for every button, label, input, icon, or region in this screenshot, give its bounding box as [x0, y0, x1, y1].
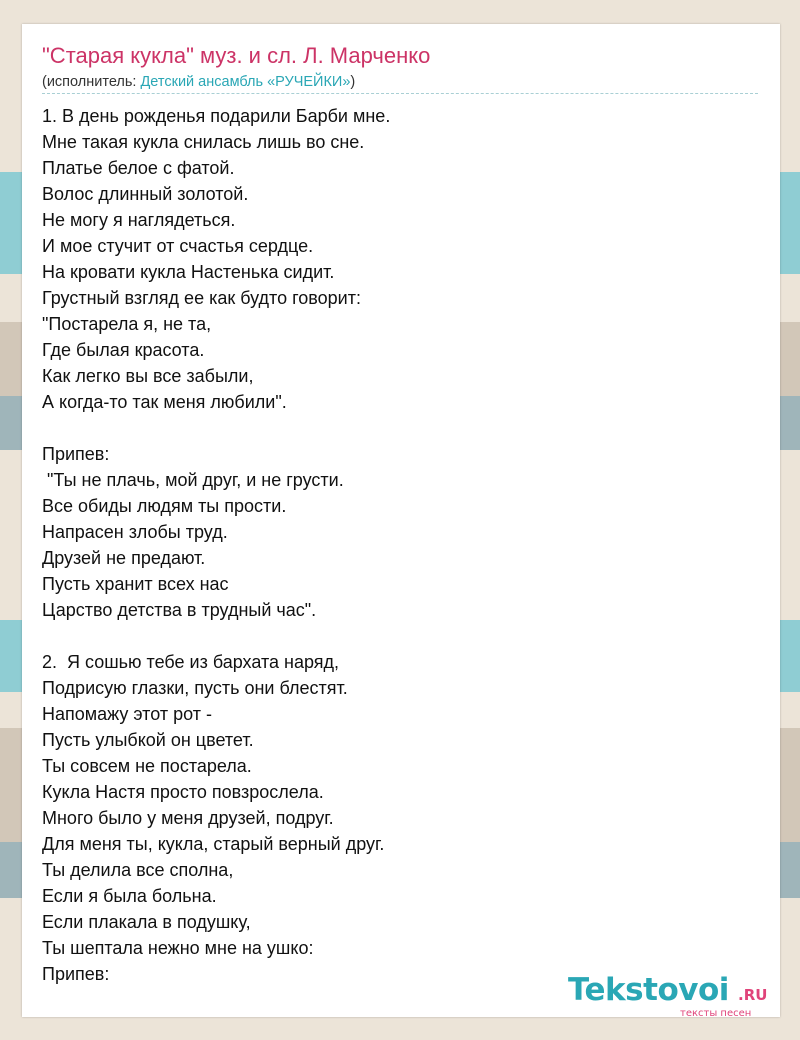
logo-tld: .RU [738, 986, 768, 1004]
lyric-line: Где былая красота. [42, 340, 205, 360]
lyric-line: Волос длинный золотой. [42, 184, 249, 204]
logo-tagline: тексты песен [680, 1008, 752, 1019]
lyric-line: Для меня ты, кукла, старый верный друг. [42, 834, 385, 854]
lyric-line: Подрисую глазки, пусть они блестят. [42, 678, 348, 698]
lyric-line: 2. Я сошью тебе из бархата наряд, [42, 652, 340, 672]
header-divider [42, 93, 758, 94]
performer-suffix: ) [350, 74, 356, 90]
lyric-line: И мое стучит от счастья сердце. [42, 236, 314, 256]
tekstovoi-logo[interactable] [568, 972, 768, 1020]
lyric-line: Ты делила все сполна, [42, 860, 234, 880]
lyric-line: "Ты не плачь, мой друг, и не грусти. [42, 470, 344, 490]
lyric-line: Ты совсем не постарела. [42, 756, 252, 776]
lyric-line: Мне такая кукла снилась лишь во сне. [42, 132, 365, 152]
lyric-line: Много было у меня друзей, подруг. [42, 808, 334, 828]
performer-prefix: (исполнитель: [42, 74, 141, 90]
lyric-line: Напомажу этот рот - [42, 704, 212, 724]
lyric-line: Пусть улыбкой он цветет. [42, 730, 254, 750]
lyric-line: Ты шептала нежно мне на ушко: [42, 938, 314, 958]
lyric-line: Грустный взгляд ее как будто говорит: [42, 288, 361, 308]
lyric-line: Если я была больна. [42, 886, 217, 906]
lyric-line: Пусть хранит всех нас [42, 574, 229, 594]
lyric-line: 1. В день рожденья подарили Барби мне. [42, 106, 391, 126]
lyric-line: А когда-то так меня любили". [42, 392, 287, 412]
lyric-line: Друзей не предают. [42, 548, 206, 568]
lyric-line: Платье белое с фатой. [42, 158, 235, 178]
lyric-line: На кровати кукла Настенька сидит. [42, 262, 335, 282]
logo-wordmark: Tekstovoi [568, 972, 729, 1008]
lyric-line: Припев: [42, 964, 110, 984]
lyric-blank-line [42, 623, 758, 649]
lyric-line: "Постарела я, не та, [42, 314, 212, 334]
lyric-line: Кукла Настя просто повзрослела. [42, 782, 324, 802]
lyric-line: Если плакала в подушку, [42, 912, 251, 932]
lyric-line: Не могу я наглядеться. [42, 210, 236, 230]
lyrics-text [42, 103, 758, 987]
lyric-line: Как легко вы все забыли, [42, 366, 254, 386]
lyric-line: Припев: [42, 444, 110, 464]
performer-line [42, 74, 355, 90]
lyrics-card [22, 24, 780, 1017]
song-title: "Старая кукла" муз. и сл. Л. Марченко [42, 43, 431, 68]
lyric-line: Напрасен злобы труд. [42, 522, 228, 542]
performer-link[interactable]: Детский ансамбль «РУЧЕЙКИ» [140, 74, 351, 90]
lyric-blank-line [42, 415, 758, 441]
lyric-line: Царство детства в трудный час". [42, 600, 317, 620]
lyric-line: Все обиды людям ты прости. [42, 496, 287, 516]
